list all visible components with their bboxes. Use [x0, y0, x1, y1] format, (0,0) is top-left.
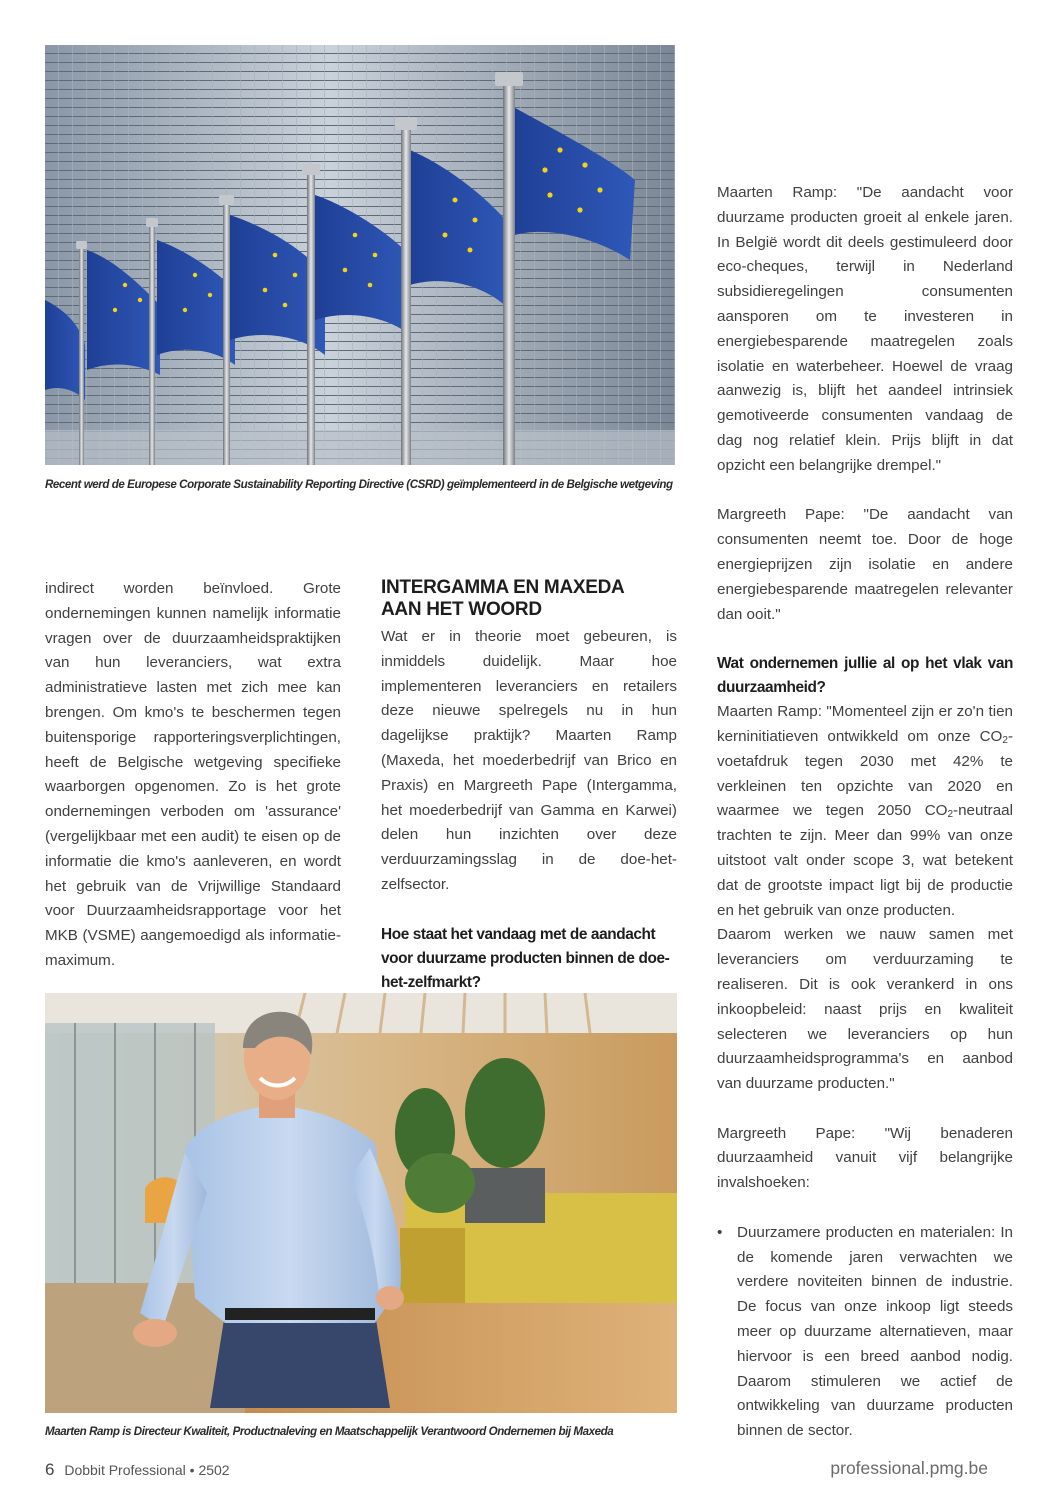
bullet-item-1: • Duurzamere producten en materialen: In de komende jaren verwachten we verdere noviteiten binnen de industrie. De focus van onze inkoop ligt steeds meer op duurzame alternatieven, maar hiervoor is een breed aanbod nodig. Daarom stimuleren we actief de ontwikkeling van duurzame producten binnen de sector.	[717, 1221, 1013, 1444]
bullet-list	[717, 1221, 1013, 1444]
question-1: Hoe staat het vandaag met de aandacht voor duurzame producten binnen de doe-het-zelfmarkt?	[381, 925, 670, 991]
col3-paragraph-5: Margreeth Pape: "Wij benaderen duurzaamheid vanuit vijf belangrijke invalshoeken:	[717, 1124, 1013, 1192]
col3-paragraph-1: Maarten Ramp: "De aandacht voor duurzame producten groeit al enkele jaren. In België wordt dit deels gestimuleerd door eco-cheques, terwijl in Nederland subsidieregelingen consumenten aansporen om te investeren in energiebesparende maatregelen zoals isolatie en waterbeheer. Hoewel de vraag aanwezig is, blijft het aandeel intrinsiek gemotiveerde consumenten vandaag de dag nog relatief klein. Prijs blijft in dat opzicht een belangrijke drempel."	[717, 184, 1013, 474]
column-2	[381, 577, 677, 995]
col3-paragraph-4: Daarom werken we nauw samen met leveranciers om verduurzaming te realiseren. Dit is ook verankerd in ons inkoopbeleid: naast prijs en kwaliteit selecteren we leveranciers op hun duurzaamheidsprogramma's en aanbod van duurzame producten."	[717, 926, 1013, 1093]
col2-paragraph-1: Wat er in theorie moet gebeuren, is inmiddels duidelijk. Maar hoe implementeren leveranciers en retailers deze nieuwe spelregels nu in hun dagelijkse praktijk? Maarten Ramp (Maxeda, het moederbedrijf van Brico en Praxis) en Margreeth Pape (Intergamma, het moederbedrijf van Gamma en Karwei) delen hun inzichten over deze verduurzamingsslag in de doe-het-zelfsector.	[381, 628, 677, 893]
section-heading-line-1: INTERGAMMA EN MAXEDA	[381, 577, 625, 598]
section-heading-line-2: AAN HET WOORD	[381, 599, 542, 620]
page-footer	[45, 1460, 230, 1480]
page-number: 6	[45, 1460, 55, 1479]
website-link[interactable]: professional.pmg.be	[830, 1458, 988, 1478]
col3-paragraph-3: Maarten Ramp: "Momenteel zijn er zo'n tien kerninitiatieven ontwikkeld om onze $CO_2$-voetafdruk tegen 2030 met 42% te verkleinen ten opzichte van 2020 en waarmee we tegen 2050 $CO_2$-neutraal trachten te zijn. Meer dan 99% van onze uitstoot valt onder scope 3, wat betekent dat de grootste impact ligt bij de productie en het gebruik van onze producten.	[717, 703, 1013, 919]
portrait-illustration	[45, 993, 677, 1413]
flags-illustration	[45, 45, 675, 465]
flags-photo-caption: Recent werd de Europese Corporate Sustainability Reporting Directive (CSRD) geïmplementeerd in de Belgische wetgeving	[45, 478, 673, 491]
section-heading	[381, 577, 677, 621]
question-2: Wat ondernemen jullie al op het vlak van duurzaamheid?	[717, 655, 1013, 697]
col1-paragraph-1: indirect worden beïnvloed. Grote ondernemingen kunnen namelijk informatie vragen over de duurzaamheidspraktijken van hun leveranciers, wat extra administratieve lasten met zich mee kan brengen. Om kmo's te beschermen tegen buitensporige rapporteringsverplichtingen, heeft de Belgische wetgeving specifieke waarborgen opgenomen. Zo is het grote ondernemingen verboden om 'assurance' (vergelijkbaar met een audit) te eisen op de informatie die kmo's aanleveren, en wordt het gebruik van de Vrijwillige Standaard voor Duurzaamheidsrapportage voor het MKB (VSME) aangemoedigd als informatie-maximum.	[45, 580, 341, 969]
col3-paragraph-2: Margreeth Pape: "De aandacht van consumenten neemt toe. Door de hoge energieprijzen zijn isolatie en andere energiebesparende maatregelen relevanter dan ooit."	[717, 506, 1013, 623]
column-3	[717, 181, 1013, 1444]
column-1	[45, 577, 341, 974]
publication-name: Dobbit Professional • 2502	[64, 1462, 230, 1478]
portrait-photo	[45, 993, 677, 1413]
flags-photo	[45, 45, 675, 465]
portrait-photo-caption: Maarten Ramp is Directeur Kwaliteit, Productnaleving en Maatschappelijk Verantwoord Ondernemen bij Maxeda	[45, 1425, 614, 1438]
